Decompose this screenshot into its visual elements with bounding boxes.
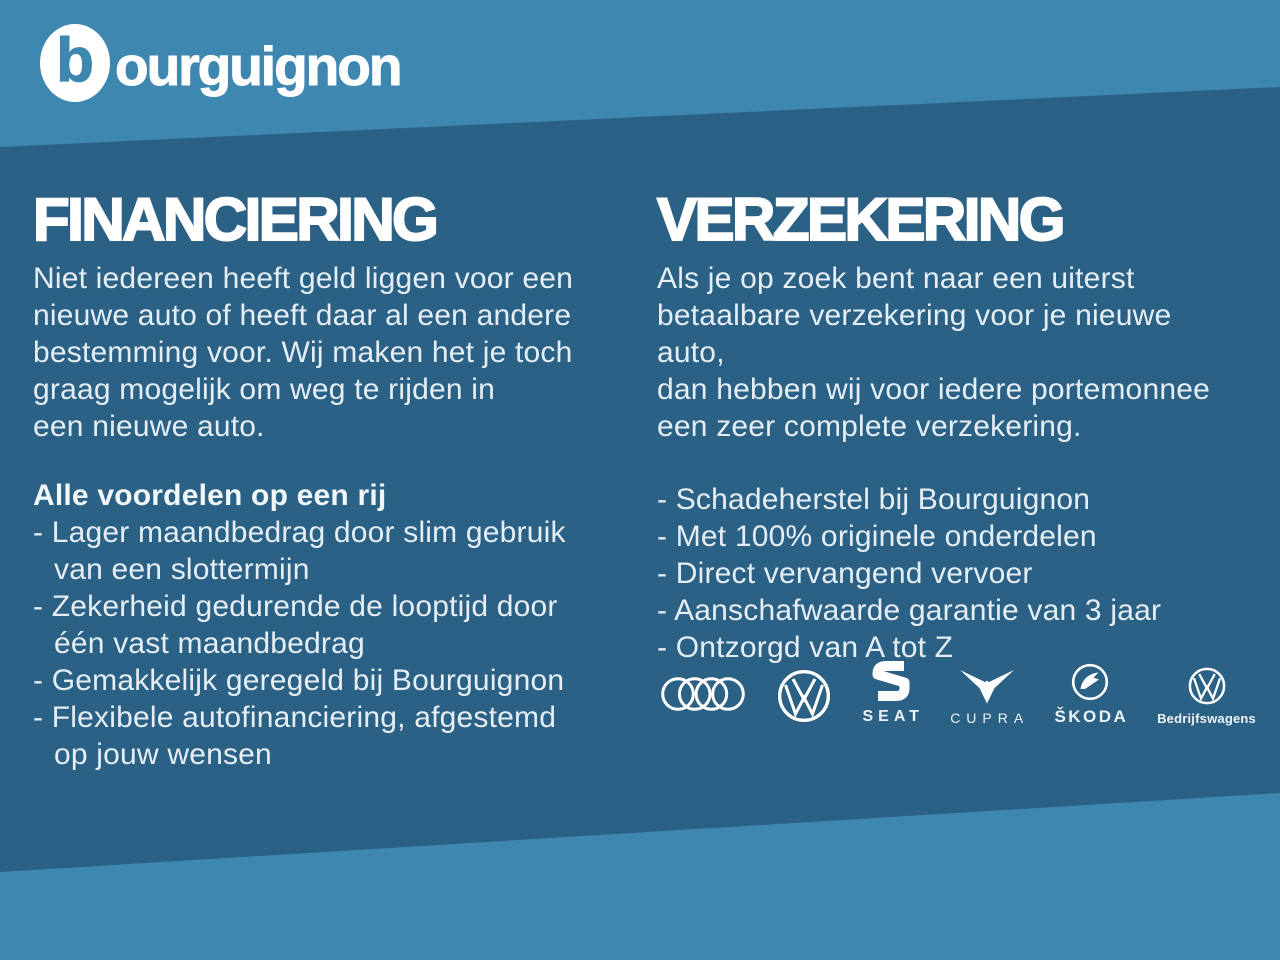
brand-skoda xyxy=(1054,663,1129,726)
vw-bedrijfswagens-label: Bedrijfswagens xyxy=(1157,711,1256,726)
list-item-line: - Aanschafwaarde garantie van 3 jaar xyxy=(657,594,1162,627)
financing-benefits-list xyxy=(33,514,618,773)
intro-line: een nieuwe auto. xyxy=(33,410,265,443)
bourguignon-logo xyxy=(40,24,400,102)
vw-logo-icon xyxy=(777,669,831,723)
seat-logo-icon xyxy=(872,660,910,702)
vw-bedrijfswagens-logo-icon xyxy=(1188,667,1226,705)
list-item-line: op jouw wensen xyxy=(54,738,272,771)
list-item-line: - Zekerheid gedurende de looptijd door xyxy=(33,590,558,623)
list-item-line: - Gemakkelijk geregeld bij Bourguignon xyxy=(33,664,565,697)
insurance-title: VERZEKERING xyxy=(657,186,1063,253)
intro-line: Niet iedereen heeft geld liggen voor een xyxy=(33,262,574,295)
insurance-section xyxy=(657,188,1242,666)
insurance-intro xyxy=(657,260,1242,445)
list-item-line: - Lager maandbedrag door slim gebruik xyxy=(33,516,566,549)
list-item-line: één vast maandbedrag xyxy=(54,627,365,660)
skoda-logo-icon xyxy=(1071,663,1109,701)
financing-title: FINANCIERING xyxy=(33,186,437,253)
brand-logos-row xyxy=(660,660,1256,725)
intro-line: graag mogelijk om weg te rijden in xyxy=(33,373,496,406)
intro-line: nieuwe auto of heeft daar al een andere xyxy=(33,299,572,332)
brand-vw-bedrijfswagens xyxy=(1157,667,1256,725)
intro-line: betaalbare verzekering voor je nieuwe auto, xyxy=(657,299,1172,369)
intro-line: dan hebben wij voor iedere portemonnee xyxy=(657,373,1210,406)
brand-cupra xyxy=(950,670,1030,726)
financing-intro xyxy=(33,260,618,445)
cupra-logo-icon xyxy=(959,670,1015,704)
intro-line: Als je op zoek bent naar een uiterst xyxy=(657,262,1135,295)
brand-seat xyxy=(862,660,924,725)
insurance-benefits-list xyxy=(657,481,1242,666)
list-item-line: - Flexibele autofinanciering, afgestemd xyxy=(33,701,557,734)
brand-audi xyxy=(660,676,746,712)
intro-line: een zeer complete verzekering. xyxy=(657,410,1082,443)
skoda-label: ŠKODA xyxy=(1054,707,1129,726)
list-item-line: - Direct vervangend vervoer xyxy=(657,557,1033,590)
list-item-line: - Ontzorgd van A tot Z xyxy=(657,631,954,664)
list-item-line: - Met 100% originele onderdelen xyxy=(657,520,1097,553)
bourguignon-b-icon xyxy=(40,24,110,102)
bourguignon-b-letter: b xyxy=(56,26,94,95)
audi-logo-icon xyxy=(660,676,746,712)
seat-label: SEAT xyxy=(862,708,924,725)
financing-section xyxy=(33,188,618,773)
cupra-label: CUPRA xyxy=(950,710,1030,726)
bourguignon-wordmark: ourguignon xyxy=(115,35,401,97)
list-item-line: van een slottermijn xyxy=(54,553,310,586)
intro-line: bestemming voor. Wij maken het je toch xyxy=(33,336,573,369)
benefits-list-title: Alle voordelen op een rij xyxy=(33,479,387,512)
list-item-line: - Schadeherstel bij Bourguignon xyxy=(657,483,1091,516)
brand-volkswagen xyxy=(777,669,831,723)
